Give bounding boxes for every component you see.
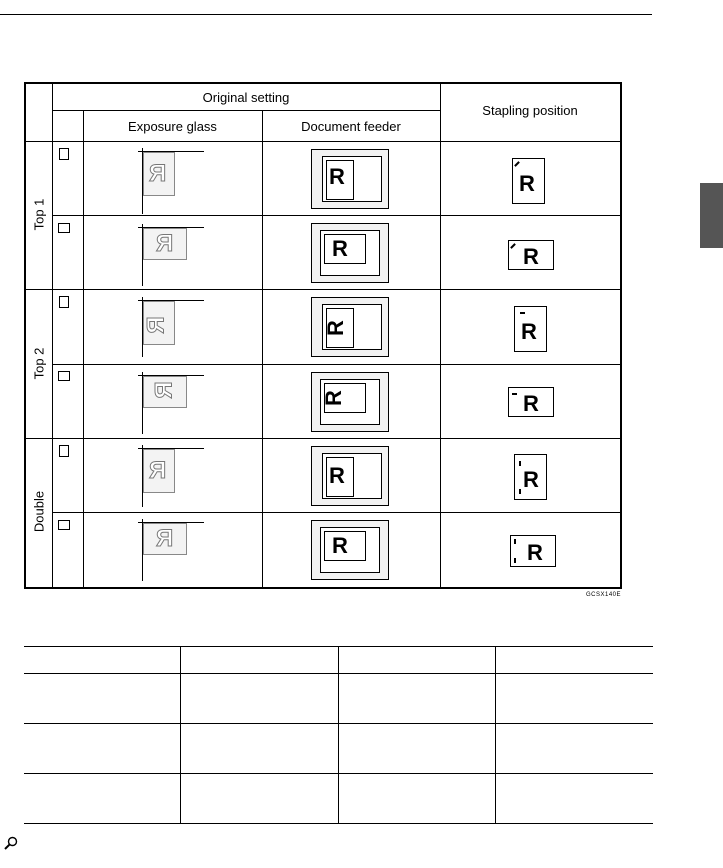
- table-row: [24, 674, 653, 724]
- grid-line: [52, 215, 620, 216]
- document-feeder-illustration: R: [311, 520, 389, 580]
- portrait-orientation-icon: [59, 148, 69, 160]
- group-label-top1: Top 1: [31, 198, 47, 231]
- document-feeder-illustration: R: [311, 297, 389, 357]
- stapling-position-header: Stapling position: [482, 103, 578, 118]
- group-label-top2: Top 2: [31, 347, 47, 380]
- grid-line: [52, 84, 53, 587]
- document-feeder-illustration: R: [311, 372, 389, 432]
- grid-line: [52, 512, 620, 513]
- staple-result-illustration: R: [512, 158, 545, 204]
- table-row: [24, 647, 653, 674]
- grid-line: [26, 141, 620, 142]
- figure-code: GCSX140E: [586, 592, 622, 598]
- document-feeder-illustration: R: [311, 446, 389, 506]
- staple-position-figure: Original setting Stapling position Exposure glass Document feeder Top 1 Top 2 Double Я Я Я Я Я Я R R R R R R R R R R R R: [24, 82, 622, 589]
- grid-line: [83, 110, 84, 587]
- grid-line: [26, 438, 620, 439]
- magnifier-icon: [4, 836, 18, 850]
- table-row: [24, 774, 653, 824]
- document-feeder-illustration: R: [311, 223, 389, 283]
- landscape-orientation-icon: [58, 520, 70, 530]
- empty-table: [24, 646, 653, 824]
- staple-result-illustration: R: [514, 454, 547, 500]
- staple-result-illustration: R: [508, 240, 554, 270]
- grid-line: [262, 110, 263, 587]
- exposure-glass-header: Exposure glass: [128, 119, 217, 134]
- staple-result-illustration: R: [514, 306, 547, 352]
- landscape-orientation-icon: [58, 371, 70, 381]
- landscape-orientation-icon: [58, 223, 70, 233]
- grid-line: [440, 84, 441, 587]
- document-feeder-illustration: R: [311, 149, 389, 209]
- original-setting-header: Original setting: [202, 90, 290, 105]
- grid-line: [52, 364, 620, 365]
- group-label-double: Double: [31, 490, 47, 533]
- staple-result-illustration: R: [508, 387, 554, 417]
- portrait-orientation-icon: [59, 445, 69, 457]
- portrait-orientation-icon: [59, 296, 69, 308]
- header-rule: [0, 14, 652, 15]
- document-feeder-header: Document feeder: [301, 119, 401, 134]
- staple-result-illustration: R: [510, 535, 556, 567]
- chapter-thumb-tab: [700, 183, 723, 248]
- table-row: [24, 724, 653, 774]
- grid-line: [26, 289, 620, 290]
- grid-line: [52, 110, 440, 111]
